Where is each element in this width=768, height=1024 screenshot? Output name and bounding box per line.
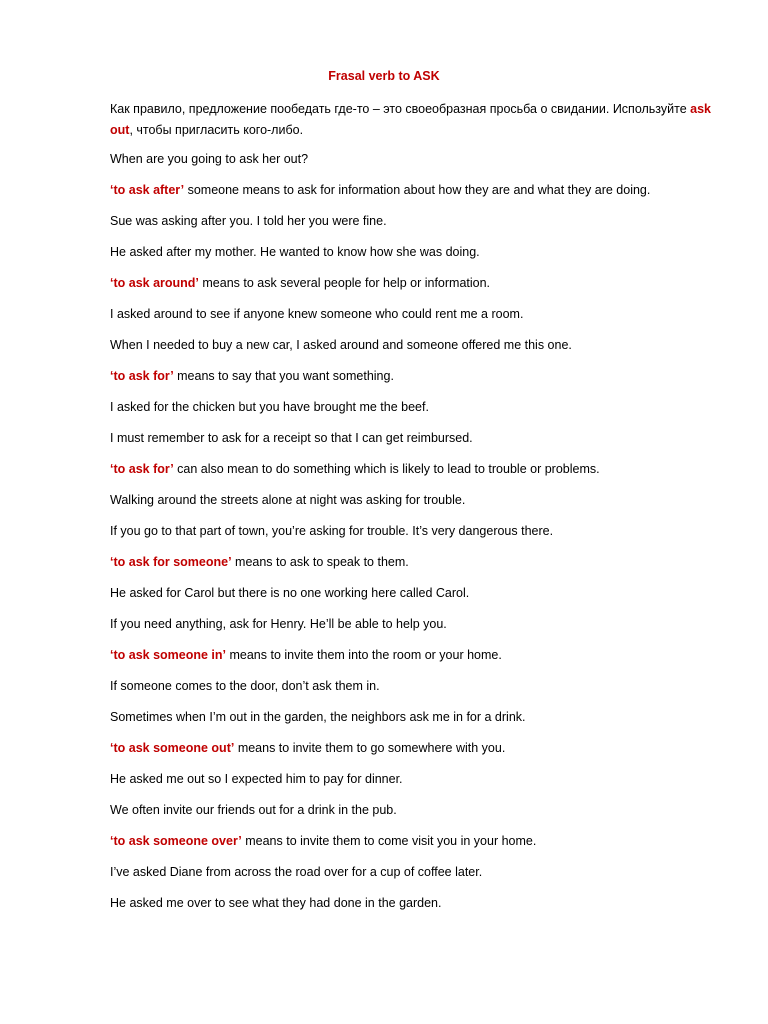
line-text: If you go to that part of town, you’re asking for trouble. It’s very dangerous there. bbox=[110, 524, 554, 538]
line-text: means to say that you want something. bbox=[173, 369, 394, 383]
intro-term: ask out bbox=[110, 102, 711, 137]
example-line bbox=[110, 709, 750, 725]
intro-text-before: Как правило, предложение пообедать где-то – это своеобразная просьба о свидании. Используйте bbox=[110, 102, 691, 116]
phrasal-verb-term: ‘to ask for’ bbox=[110, 369, 174, 383]
definition-line bbox=[110, 833, 750, 849]
line-text: I must remember to ask for a receipt so that I can get reimbursed. bbox=[110, 431, 473, 445]
line-text: I’ve asked Diane from across the road over for a cup of coffee later. bbox=[110, 865, 483, 879]
example-line bbox=[110, 430, 750, 446]
example-line bbox=[110, 895, 750, 911]
example-line bbox=[110, 151, 750, 167]
example-line bbox=[110, 802, 750, 818]
line-text: someone means to ask for information about how they are and what they are doing. bbox=[184, 183, 651, 197]
phrasal-verb-term: ‘to ask someone out’ bbox=[110, 741, 235, 755]
line-text: means to ask to speak to them. bbox=[231, 555, 409, 569]
line-text: He asked me over to see what they had done in the garden. bbox=[110, 896, 442, 910]
line-text: If someone comes to the door, don’t ask them in. bbox=[110, 679, 380, 693]
line-text: When I needed to buy a new car, I asked around and someone offered me this one. bbox=[110, 338, 572, 352]
example-line bbox=[110, 616, 750, 632]
line-text: can also mean to do something which is likely to lead to trouble or problems. bbox=[173, 462, 600, 476]
line-text: He asked me out so I expected him to pay for dinner. bbox=[110, 772, 403, 786]
example-line bbox=[110, 771, 750, 787]
line-text: He asked for Carol but there is no one working here called Carol. bbox=[110, 586, 470, 600]
phrasal-verb-term: ‘to ask around’ bbox=[110, 276, 199, 290]
phrasal-verb-term: ‘to ask someone in’ bbox=[110, 648, 227, 662]
line-text: means to invite them into the room or your home. bbox=[226, 648, 502, 662]
phrasal-verb-term: ‘to ask after’ bbox=[110, 183, 185, 197]
line-text: When are you going to ask her out? bbox=[110, 152, 309, 166]
definition-line bbox=[110, 554, 750, 570]
page-title: Frasal verb to ASK bbox=[328, 69, 440, 83]
phrasal-verb-term: ‘to ask for’ bbox=[110, 462, 174, 476]
definition-line bbox=[110, 275, 750, 291]
example-line bbox=[110, 864, 750, 880]
line-text: He asked after my mother. He wanted to know how she was doing. bbox=[110, 245, 480, 259]
line-text: Sue was asking after you. I told her you were fine. bbox=[110, 214, 387, 228]
example-line bbox=[110, 399, 750, 415]
definition-line bbox=[110, 647, 750, 663]
line-text: means to invite them to go somewhere with you. bbox=[234, 741, 506, 755]
line-text: Walking around the streets alone at night was asking for trouble. bbox=[110, 493, 466, 507]
intro-text-after: , чтобы пригласить кого-либо. bbox=[129, 123, 304, 137]
line-text: If you need anything, ask for Henry. He’ll be able to help you. bbox=[110, 617, 447, 631]
line-text: means to invite them to come visit you in your home. bbox=[241, 834, 537, 848]
phrasal-verb-term: ‘to ask someone over’ bbox=[110, 834, 242, 848]
example-line bbox=[110, 244, 750, 260]
line-text: Sometimes when I’m out in the garden, the neighbors ask me in for a drink. bbox=[110, 710, 526, 724]
line-text: means to ask several people for help or information. bbox=[198, 276, 491, 290]
line-text: I asked around to see if anyone knew someone who could rent me a room. bbox=[110, 307, 524, 321]
example-line bbox=[110, 678, 750, 694]
definition-line bbox=[110, 182, 750, 198]
example-line bbox=[110, 213, 750, 229]
phrasal-verb-term: ‘to ask for someone’ bbox=[110, 555, 232, 569]
intro-paragraph bbox=[110, 99, 730, 141]
example-line bbox=[110, 523, 750, 539]
example-line bbox=[110, 585, 750, 601]
line-text: We often invite our friends out for a drink in the pub. bbox=[110, 803, 397, 817]
line-text: I asked for the chicken but you have brought me the beef. bbox=[110, 400, 429, 414]
example-line bbox=[110, 306, 750, 322]
example-line bbox=[110, 492, 750, 508]
definition-line bbox=[110, 368, 750, 384]
definition-line bbox=[110, 461, 750, 477]
example-line bbox=[110, 337, 750, 353]
definition-line bbox=[110, 740, 750, 756]
